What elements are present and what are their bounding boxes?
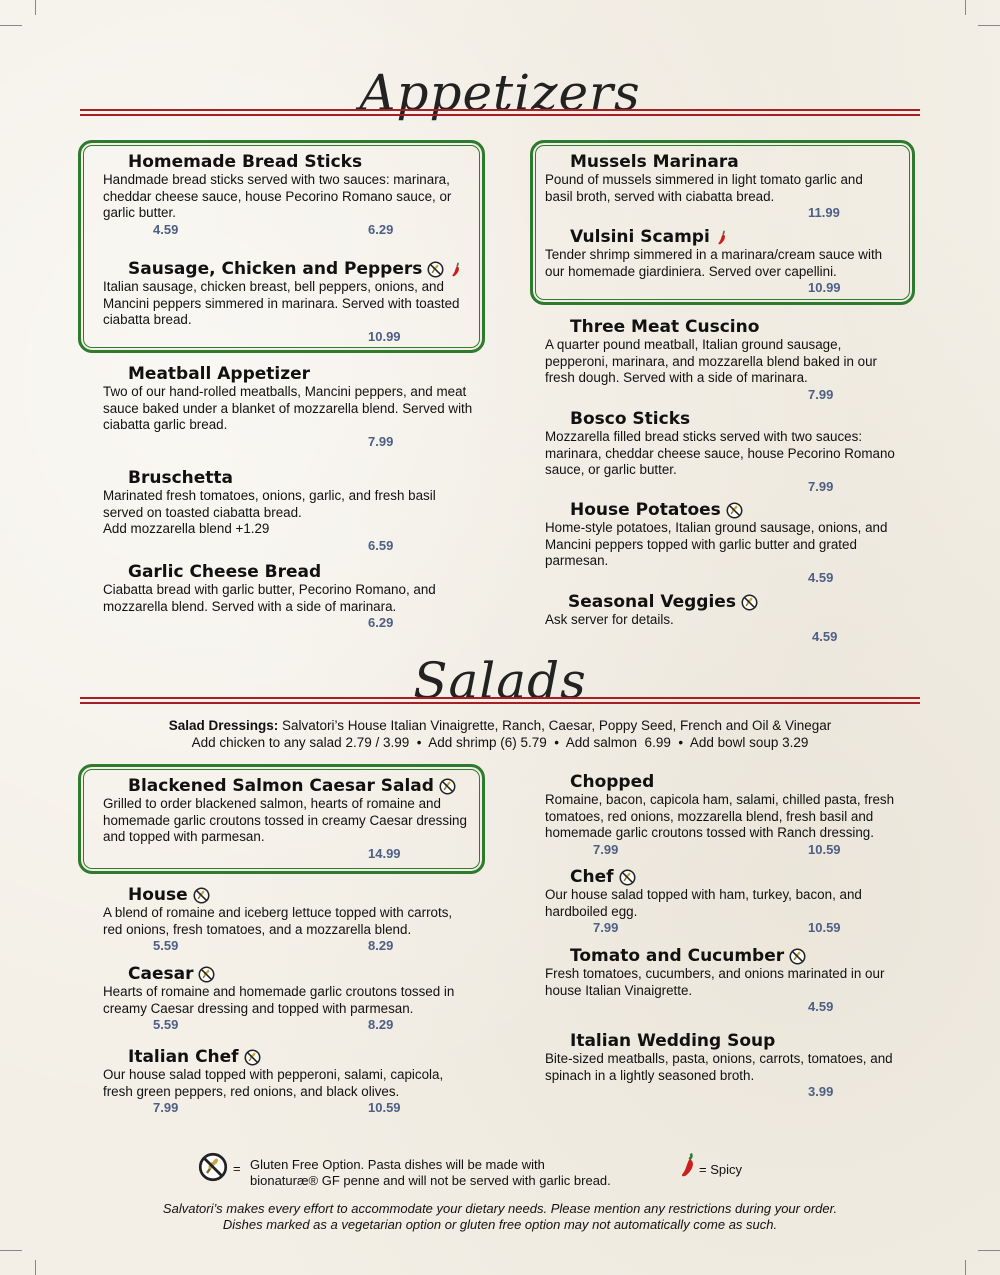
price-small: 7.99	[593, 920, 619, 935]
item-name: Three Meat Cuscino	[570, 317, 760, 337]
item-description: Two of our hand-rolled meatballs, Mancini peppers, and meat sauce baked under a blanket of mozzarella blend. Served with ciabatta garlic bread.	[103, 384, 473, 432]
item-description: Italian sausage, chicken breast, bell peppers, onions, and Mancini peppers simmered in marinara. Served with toasted ciabatta bread.	[103, 279, 460, 327]
salad-dressings	[0, 717, 1000, 734]
gf-equals: =	[233, 1161, 241, 1176]
menu-item	[103, 364, 488, 451]
price: 6.59	[368, 537, 394, 553]
menu-item	[545, 317, 895, 404]
item-description: Ask server for details.	[545, 612, 674, 627]
price: 10.99	[368, 328, 401, 344]
price: 14.99	[368, 845, 401, 861]
price-small: 5.59	[153, 938, 179, 953]
menu-item	[103, 259, 468, 346]
item-description: Ciabatta bread with garlic butter, Pecorino Romano, and mozzarella blend. Served with a side of marinara.	[103, 582, 436, 614]
item-name: Mussels Marinara	[570, 152, 739, 172]
crop-mark	[35, 1260, 36, 1275]
item-description: Fresh tomatoes, cucumbers, and onions marinated in our house Italian Vinaigrette.	[545, 966, 885, 998]
item-name: Bosco Sticks	[570, 409, 691, 429]
item-description: Mozzarella filled bread sticks served with two sauces: marinara, cheddar cheese sauce, house Pecorino Romano sauce, or garlic butter.	[545, 429, 895, 477]
gluten-free-icon	[726, 502, 743, 519]
price-small: 5.59	[153, 1017, 179, 1032]
disclaimer-line2: Dishes marked as a vegetarian option or gluten free option may not automatically come as such.	[222, 1217, 778, 1232]
price: 10.99	[808, 280, 841, 295]
spicy-pepper-icon	[715, 229, 729, 246]
gluten-free-icon	[198, 1152, 228, 1182]
appetizers-rule	[80, 109, 920, 116]
item-name: Chef	[570, 867, 614, 887]
price: 4.59	[808, 999, 834, 1014]
item-description: Romaine, bacon, capicola ham, salami, chilled pasta, fresh tomatoes, red onions, mozzarella blend, fresh basil and homemade garlic croutons tossed with Ranch dressing.	[545, 792, 895, 840]
item-name: Vulsini Scampi	[570, 227, 710, 247]
item-addon: Add mozzarella blend +1.29	[103, 521, 270, 536]
gluten-free-icon	[789, 948, 806, 965]
item-name: House	[128, 885, 188, 905]
menu-item	[103, 776, 478, 863]
item-name: Chopped	[570, 772, 655, 792]
item-description: Our house salad topped with ham, turkey, bacon, and hardboiled egg.	[545, 887, 862, 919]
item-description: Home-style potatoes, Italian ground sausage, onions, and Mancini peppers topped with garlic butter and grated parmesan.	[545, 520, 888, 568]
item-description: Bite-sized meatballs, pasta, onions, carrots, tomatoes, and spinach in a lightly seasoned broth.	[545, 1051, 893, 1083]
menu-item	[545, 152, 885, 222]
gluten-free-icon	[244, 1049, 261, 1066]
price: 7.99	[808, 386, 834, 402]
price-large: 8.29	[368, 1017, 394, 1032]
price-large: 10.59	[808, 920, 841, 935]
crop-mark	[965, 1260, 966, 1275]
item-description: Our house salad topped with pepperoni, salami, capicola, fresh green peppers, red onions, and black olives.	[103, 1067, 444, 1099]
price: 11.99	[808, 205, 840, 220]
crop-mark	[35, 0, 36, 15]
item-description: Handmade bread sticks served with two sauces: marinara, cheddar cheese sauce, house Pecorino Romano sauce, or garlic butter.	[103, 172, 452, 220]
crop-mark	[0, 1250, 22, 1251]
menu-item	[103, 1047, 463, 1117]
gluten-free-icon	[193, 887, 210, 904]
gf-legend-line1: Gluten Free Option. Pasta dishes will be made with	[250, 1157, 545, 1172]
item-name: Bruschetta	[128, 468, 233, 488]
menu-item	[545, 946, 905, 1016]
crop-mark	[978, 25, 1000, 26]
item-description: Marinated fresh tomatoes, onions, garlic, and fresh basil served on toasted ciabatta bread.	[103, 488, 436, 520]
price-large: 10.59	[368, 1100, 401, 1115]
spicy-pepper-icon	[678, 1150, 698, 1180]
item-name: Seasonal Veggies	[568, 592, 736, 612]
menu-item	[545, 867, 895, 937]
price: 3.99	[808, 1084, 834, 1099]
menu-item	[103, 964, 473, 1034]
menu-item	[545, 227, 905, 297]
item-name: Caesar	[128, 964, 194, 984]
item-description: A blend of romaine and iceberg lettuce topped with carrots, red onions, fresh tomatoes, and a mozzarella blend.	[103, 905, 453, 937]
spicy-pepper-icon	[449, 261, 463, 278]
price-large: 10.59	[808, 841, 841, 857]
menu-item	[103, 885, 473, 955]
dressings-label: Salad Dressings:	[168, 718, 279, 733]
item-name: Meatball Appetizer	[128, 364, 311, 384]
salad-addons: Add chicken to any salad 2.79 / 3.99 • Add shrimp (6) 5.79 • Add salmon 6.99 • Add bowl soup 3.29	[191, 735, 809, 750]
price: 4.59	[812, 628, 838, 644]
item-name: House Potatoes	[570, 500, 721, 520]
price: 6.29	[368, 615, 394, 630]
appetizers-heading: Appetizers	[359, 64, 641, 122]
menu-item	[545, 500, 905, 587]
item-name: Italian Chef	[128, 1047, 239, 1067]
item-name: Sausage, Chicken and Peppers	[128, 259, 423, 279]
menu-item	[103, 468, 468, 555]
gluten-free-icon	[198, 966, 215, 983]
gluten-free-icon	[439, 778, 456, 795]
gluten-free-icon	[619, 869, 636, 886]
item-description: Pound of mussels simmered in light tomato garlic and basil broth, served with ciabatta bread.	[545, 172, 863, 204]
salads-heading: Salads	[413, 652, 587, 710]
gluten-free-icon	[427, 261, 444, 278]
menu-item	[545, 409, 905, 496]
price-small: 7.99	[593, 841, 619, 857]
price-large: 8.29	[368, 938, 394, 953]
spicy-legend: = Spicy	[699, 1162, 742, 1177]
crop-mark	[978, 1250, 1000, 1251]
item-name: Tomato and Cucumber	[570, 946, 785, 966]
price: 7.99	[808, 478, 834, 494]
crop-mark	[0, 25, 22, 26]
item-description: Grilled to order blackened salmon, hearts of romaine and homemade garlic croutons tossed in creamy Caesar dressing and topped with parmesan.	[103, 796, 467, 844]
price-large: 6.29	[368, 221, 394, 237]
item-name: Garlic Cheese Bread	[128, 562, 322, 582]
item-description: Hearts of romaine and homemade garlic croutons tossed in creamy Caesar dressing and topped with parmesan.	[103, 984, 455, 1016]
disclaimer-line1: Salvatori’s makes every effort to accommodate your dietary needs. Please mention any restrictions during your order.	[162, 1201, 838, 1216]
item-description: A quarter pound meatball, Italian ground sausage, pepperoni, marinara, and mozzarella blend baked in our fresh dough. Served with a side of marinara.	[545, 337, 877, 385]
menu-item	[103, 152, 468, 239]
gluten-free-icon	[741, 594, 758, 611]
price-small: 4.59	[153, 221, 179, 237]
price: 4.59	[808, 569, 834, 585]
menu-item	[545, 1031, 910, 1101]
price: 7.99	[368, 433, 394, 449]
item-name: Blackened Salmon Caesar Salad	[128, 776, 434, 796]
menu-item	[103, 562, 443, 632]
gf-legend-line2: bionaturæ® GF penne and will not be served with garlic bread.	[250, 1173, 611, 1188]
crop-mark	[965, 0, 966, 15]
item-name: Italian Wedding Soup	[570, 1031, 776, 1051]
dressings-list: Salvatori’s House Italian Vinaigrette, Ranch, Caesar, Poppy Seed, French and Oil & Vinegar	[278, 718, 832, 733]
menu-item	[545, 772, 920, 859]
item-name: Homemade Bread Sticks	[128, 152, 363, 172]
price-small: 7.99	[153, 1100, 179, 1115]
menu-item	[545, 592, 885, 646]
item-description: Tender shrimp simmered in a marinara/cream sauce with our homemade giardiniera. Served over capellini.	[545, 247, 883, 279]
salads-rule	[80, 697, 920, 704]
